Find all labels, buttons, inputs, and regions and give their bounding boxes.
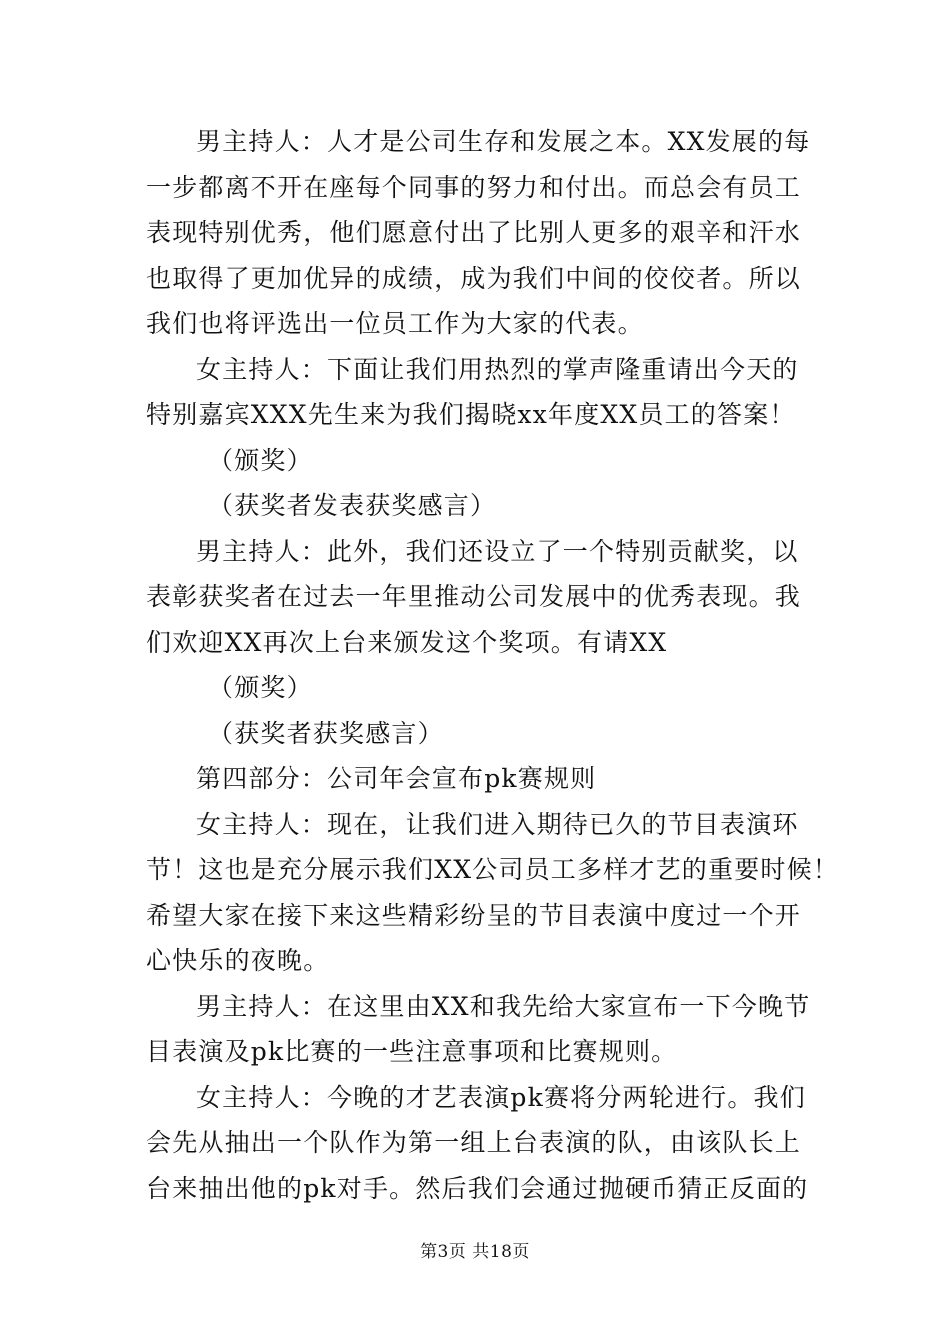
paragraph-line: 表彰获奖者在过去一年里推动公司发展中的优秀表现。我 (146, 582, 802, 611)
paragraph-line: 台来抽出他的pk对手。然后我们会通过抛硬币猜正反面的 (146, 1174, 809, 1203)
paragraph-line: 女主持人：下面让我们用热烈的掌声隆重请出今天的 (196, 355, 799, 384)
stage-direction: （获奖者获奖感言） (208, 719, 444, 748)
paragraph-line: 目表演及pk比赛的一些注意事项和比赛规则。 (146, 1037, 678, 1066)
paragraph-line: 节！这也是充分展示我们XX公司员工多样才艺的重要时候！ (146, 855, 839, 884)
paragraph-line: 希望大家在接下来这些精彩纷呈的节目表演中度过一个开 (146, 901, 802, 930)
paragraph-line: 男主持人：此外，我们还设立了一个特别贡献奖，以 (196, 537, 799, 566)
paragraph-line: 特别嘉宾XXX先生来为我们揭晓xx年度XX员工的答案！ (146, 400, 796, 429)
page-number-footer: 第3页 共18页 (420, 1242, 530, 1262)
paragraph-line: 男主持人：在这里由XX和我先给大家宣布一下今晚节 (196, 992, 811, 1021)
paragraph-line: 心快乐的夜晚。 (146, 946, 330, 975)
paragraph-line: 会先从抽出一个队作为第一组上台表演的队，由该队长上 (146, 1128, 802, 1157)
paragraph-line: 女主持人：现在，让我们进入期待已久的节目表演环 (196, 810, 799, 839)
stage-direction: （颁奖） (208, 446, 313, 475)
paragraph-line: 表现特别优秀，他们愿意付出了比别人更多的艰辛和汗水 (146, 218, 802, 247)
section-heading: 第四部分：公司年会宣布pk赛规则 (196, 764, 597, 793)
paragraph-line: 们欢迎XX再次上台来颁发这个奖项。有请XX (146, 628, 668, 657)
paragraph-line: 女主持人：今晚的才艺表演pk赛将分两轮进行。我们 (196, 1083, 806, 1112)
paragraph-line: 一步都离不开在座每个同事的努力和付出。而总会有员工 (146, 173, 802, 202)
paragraph-line: 也取得了更加优异的成绩，成为我们中间的佼佼者。所以 (146, 264, 802, 293)
paragraph-line: 我们也将评选出一位员工作为大家的代表。 (146, 309, 644, 338)
stage-direction: （颁奖） (208, 673, 313, 702)
stage-direction: （获奖者发表获奖感言） (208, 491, 497, 520)
paragraph-line: 男主持人：人才是公司生存和发展之本。XX发展的每 (196, 127, 811, 156)
